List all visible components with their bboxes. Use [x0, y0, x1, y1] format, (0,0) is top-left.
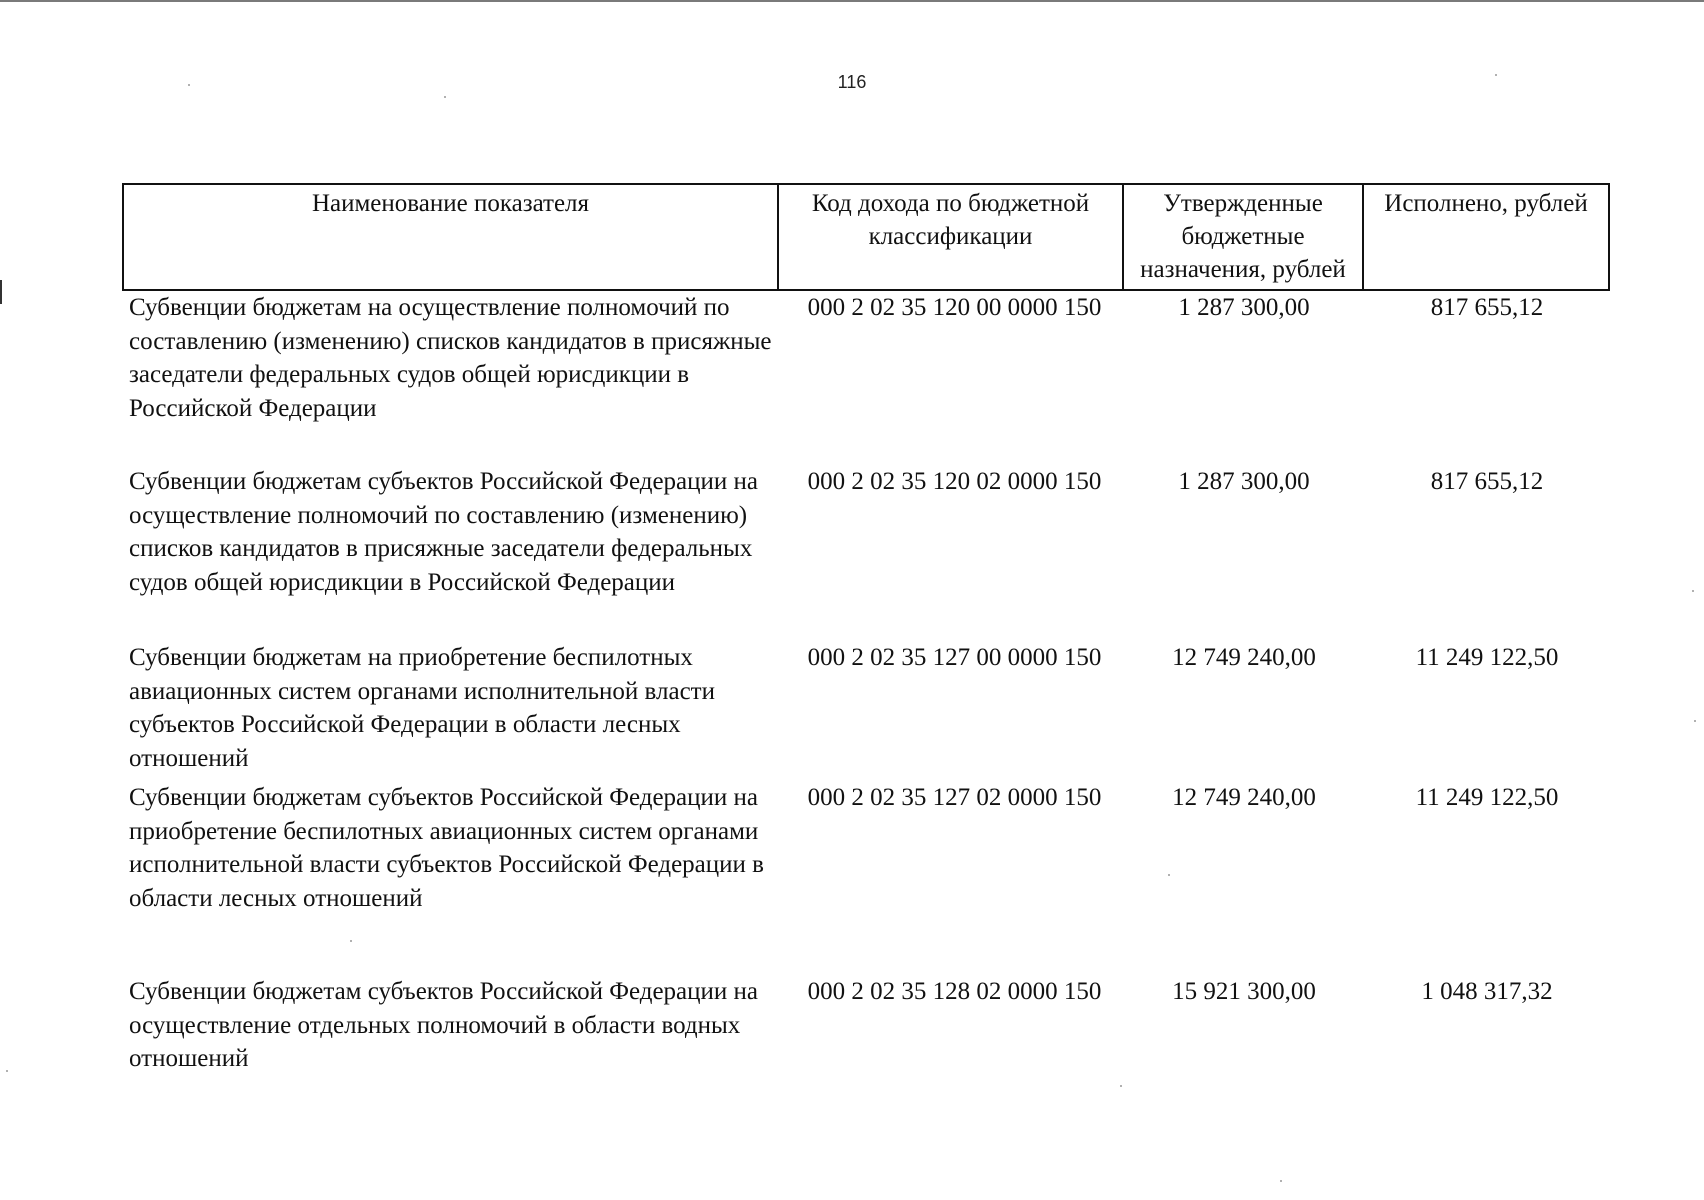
scan-speck [1168, 874, 1170, 876]
table-row [123, 290, 1609, 465]
revenue-code-cell: 000 2 02 35 120 00 0000 150 [807, 294, 1102, 321]
scan-speck [1120, 1085, 1122, 1087]
indicator-name-cell: Субвенции бюджетам субъектов Российской Федерации на осуществление полномочий по составлению (изменению) списков кандидатов в присяжные заседатели федеральных судов общей юрисдикции в Российской Федерации [129, 468, 759, 596]
scan-speck [444, 96, 446, 98]
scan-speck [1692, 590, 1694, 592]
page-number: 116 [837, 72, 867, 92]
budget-table-container [122, 183, 1608, 1095]
approved-amount-cell: 12 749 240,00 [1172, 644, 1316, 671]
header-approved-budget: Утвержденные бюджетные назначения, рублей [1123, 184, 1363, 290]
table-header [123, 184, 1609, 290]
scan-edge-mark [0, 280, 2, 304]
table-body [123, 290, 1609, 1095]
indicator-name-cell: Субвенции бюджетам на приобретение беспилотных авиационных систем органами исполнительной власти субъектов Российской Федерации в области лесных отношений [129, 644, 715, 772]
scan-speck [188, 84, 190, 86]
table-row [123, 975, 1609, 1095]
header-indicator-name: Наименование показателя [123, 184, 778, 290]
executed-amount-cell: 817 655,12 [1430, 468, 1544, 495]
table-row [123, 781, 1609, 975]
budget-revenue-table [122, 183, 1610, 1095]
table-row [123, 641, 1609, 781]
scan-speck [350, 940, 352, 942]
header-revenue-code: Код дохода по бюджетной классификации [778, 184, 1123, 290]
approved-amount-cell: 15 921 300,00 [1172, 978, 1316, 1005]
scan-speck [1694, 720, 1696, 722]
indicator-name-cell: Субвенции бюджетам субъектов Российской Федерации на приобретение беспилотных авиационных систем органами исполнительной власти субъектов Российской Федерации в области лесных отношений [129, 784, 764, 912]
executed-amount-cell: 1 048 317,32 [1421, 978, 1553, 1005]
table-row [123, 465, 1609, 641]
scan-speck [1280, 1180, 1282, 1182]
executed-amount-cell: 11 249 122,50 [1415, 644, 1559, 671]
revenue-code-cell: 000 2 02 35 127 02 0000 150 [807, 784, 1102, 811]
revenue-code-cell: 000 2 02 35 120 02 0000 150 [807, 468, 1102, 495]
approved-amount-cell: 1 287 300,00 [1178, 294, 1310, 321]
scan-top-border [0, 0, 1704, 2]
indicator-name-cell: Субвенции бюджетам на осуществление полномочий по составлению (изменению) списков кандидатов в присяжные заседатели федеральных судов общей юрисдикции в Российской Федерации [129, 294, 772, 422]
revenue-code-cell: 000 2 02 35 128 02 0000 150 [807, 978, 1102, 1005]
header-row [123, 184, 1609, 290]
scan-speck [6, 1070, 8, 1072]
executed-amount-cell: 11 249 122,50 [1415, 784, 1559, 811]
revenue-code-cell: 000 2 02 35 127 00 0000 150 [807, 644, 1102, 671]
approved-amount-cell: 12 749 240,00 [1172, 784, 1316, 811]
header-executed: Исполнено, рублей [1363, 184, 1609, 290]
executed-amount-cell: 817 655,12 [1430, 294, 1544, 321]
indicator-name-cell: Субвенции бюджетам субъектов Российской Федерации на осуществление отдельных полномочий в области водных отношений [129, 978, 759, 1072]
approved-amount-cell: 1 287 300,00 [1178, 468, 1310, 495]
scan-speck [1495, 74, 1497, 76]
